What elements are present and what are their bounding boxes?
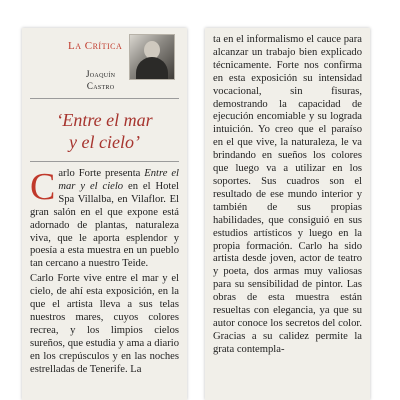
headline-line-1: ‘Entre el mar: [56, 110, 153, 130]
para1-rest: en el Hotel Spa Villalba, en Vilaflor. El gran salón en el que expone está adornado de plantas, naturaleza viva, que le aporta esplendor y poesía a esta muestra en un pueblo tan cercano a nuestro Teide.: [30, 180, 179, 270]
article-column-left: [22, 28, 187, 400]
paragraph-2: Carlo Forte vive entre el mar y el cielo, de ahí esta exposición, en la que el artista lleva a sus telas nuestros mares, cuyos colores recrea, y los limpios cielos sureños, que estudia y ama a diario en los crepúsculos y en las noches estrelladas de Tenerife. La: [30, 273, 179, 375]
headline-divider: [30, 161, 179, 162]
byline: [86, 68, 115, 92]
author-photo: [129, 34, 175, 80]
column-masthead: [30, 28, 179, 99]
article-body-right: ta en el informalismo el cauce para alcanzar un trabajo bien explicado técnicamente. Forte nos confirma en esta exposición su intensidad vocacional, sin fisuras, demostrando la capacidad de ejecución encomiable y su lograda intuición. Yo creo que el paraíso en el que vive, la naturaleza, le va brindando en sueños los colores que luego va a utilizar en los soportes. Sus cuadros son el resultado de ese mundo interior y también de sus propias habilidades, que consiguió en sus estudios artísticos y luego en la propia formación. Carlo ha sido artista desde joven, actor de teatro y poeta, dos armas muy valiosas para su sensibilidad de pintor. Las obras de esta muestra están resueltas con elegancia, ya que su autor conoce los secretos del color. Gracias a su calidez permite la grata contempla-: [213, 34, 362, 355]
author-first-name: Joaquín: [86, 69, 116, 79]
para1-exhibition-title: Entre el mar y el cielo: [58, 168, 179, 192]
drop-cap: C: [30, 166, 56, 208]
article-body-left: [30, 168, 179, 377]
article-headline: [30, 109, 179, 153]
paragraph-1: [30, 168, 179, 271]
author-photo-shoulders: [136, 57, 168, 79]
article-column-right: [205, 28, 370, 400]
para1-start: arlo Forte presenta: [58, 168, 145, 179]
headline-line-2: y el cielo’: [69, 132, 140, 152]
section-title: La Crítica: [68, 40, 123, 52]
author-last-name: Castro: [86, 81, 115, 91]
